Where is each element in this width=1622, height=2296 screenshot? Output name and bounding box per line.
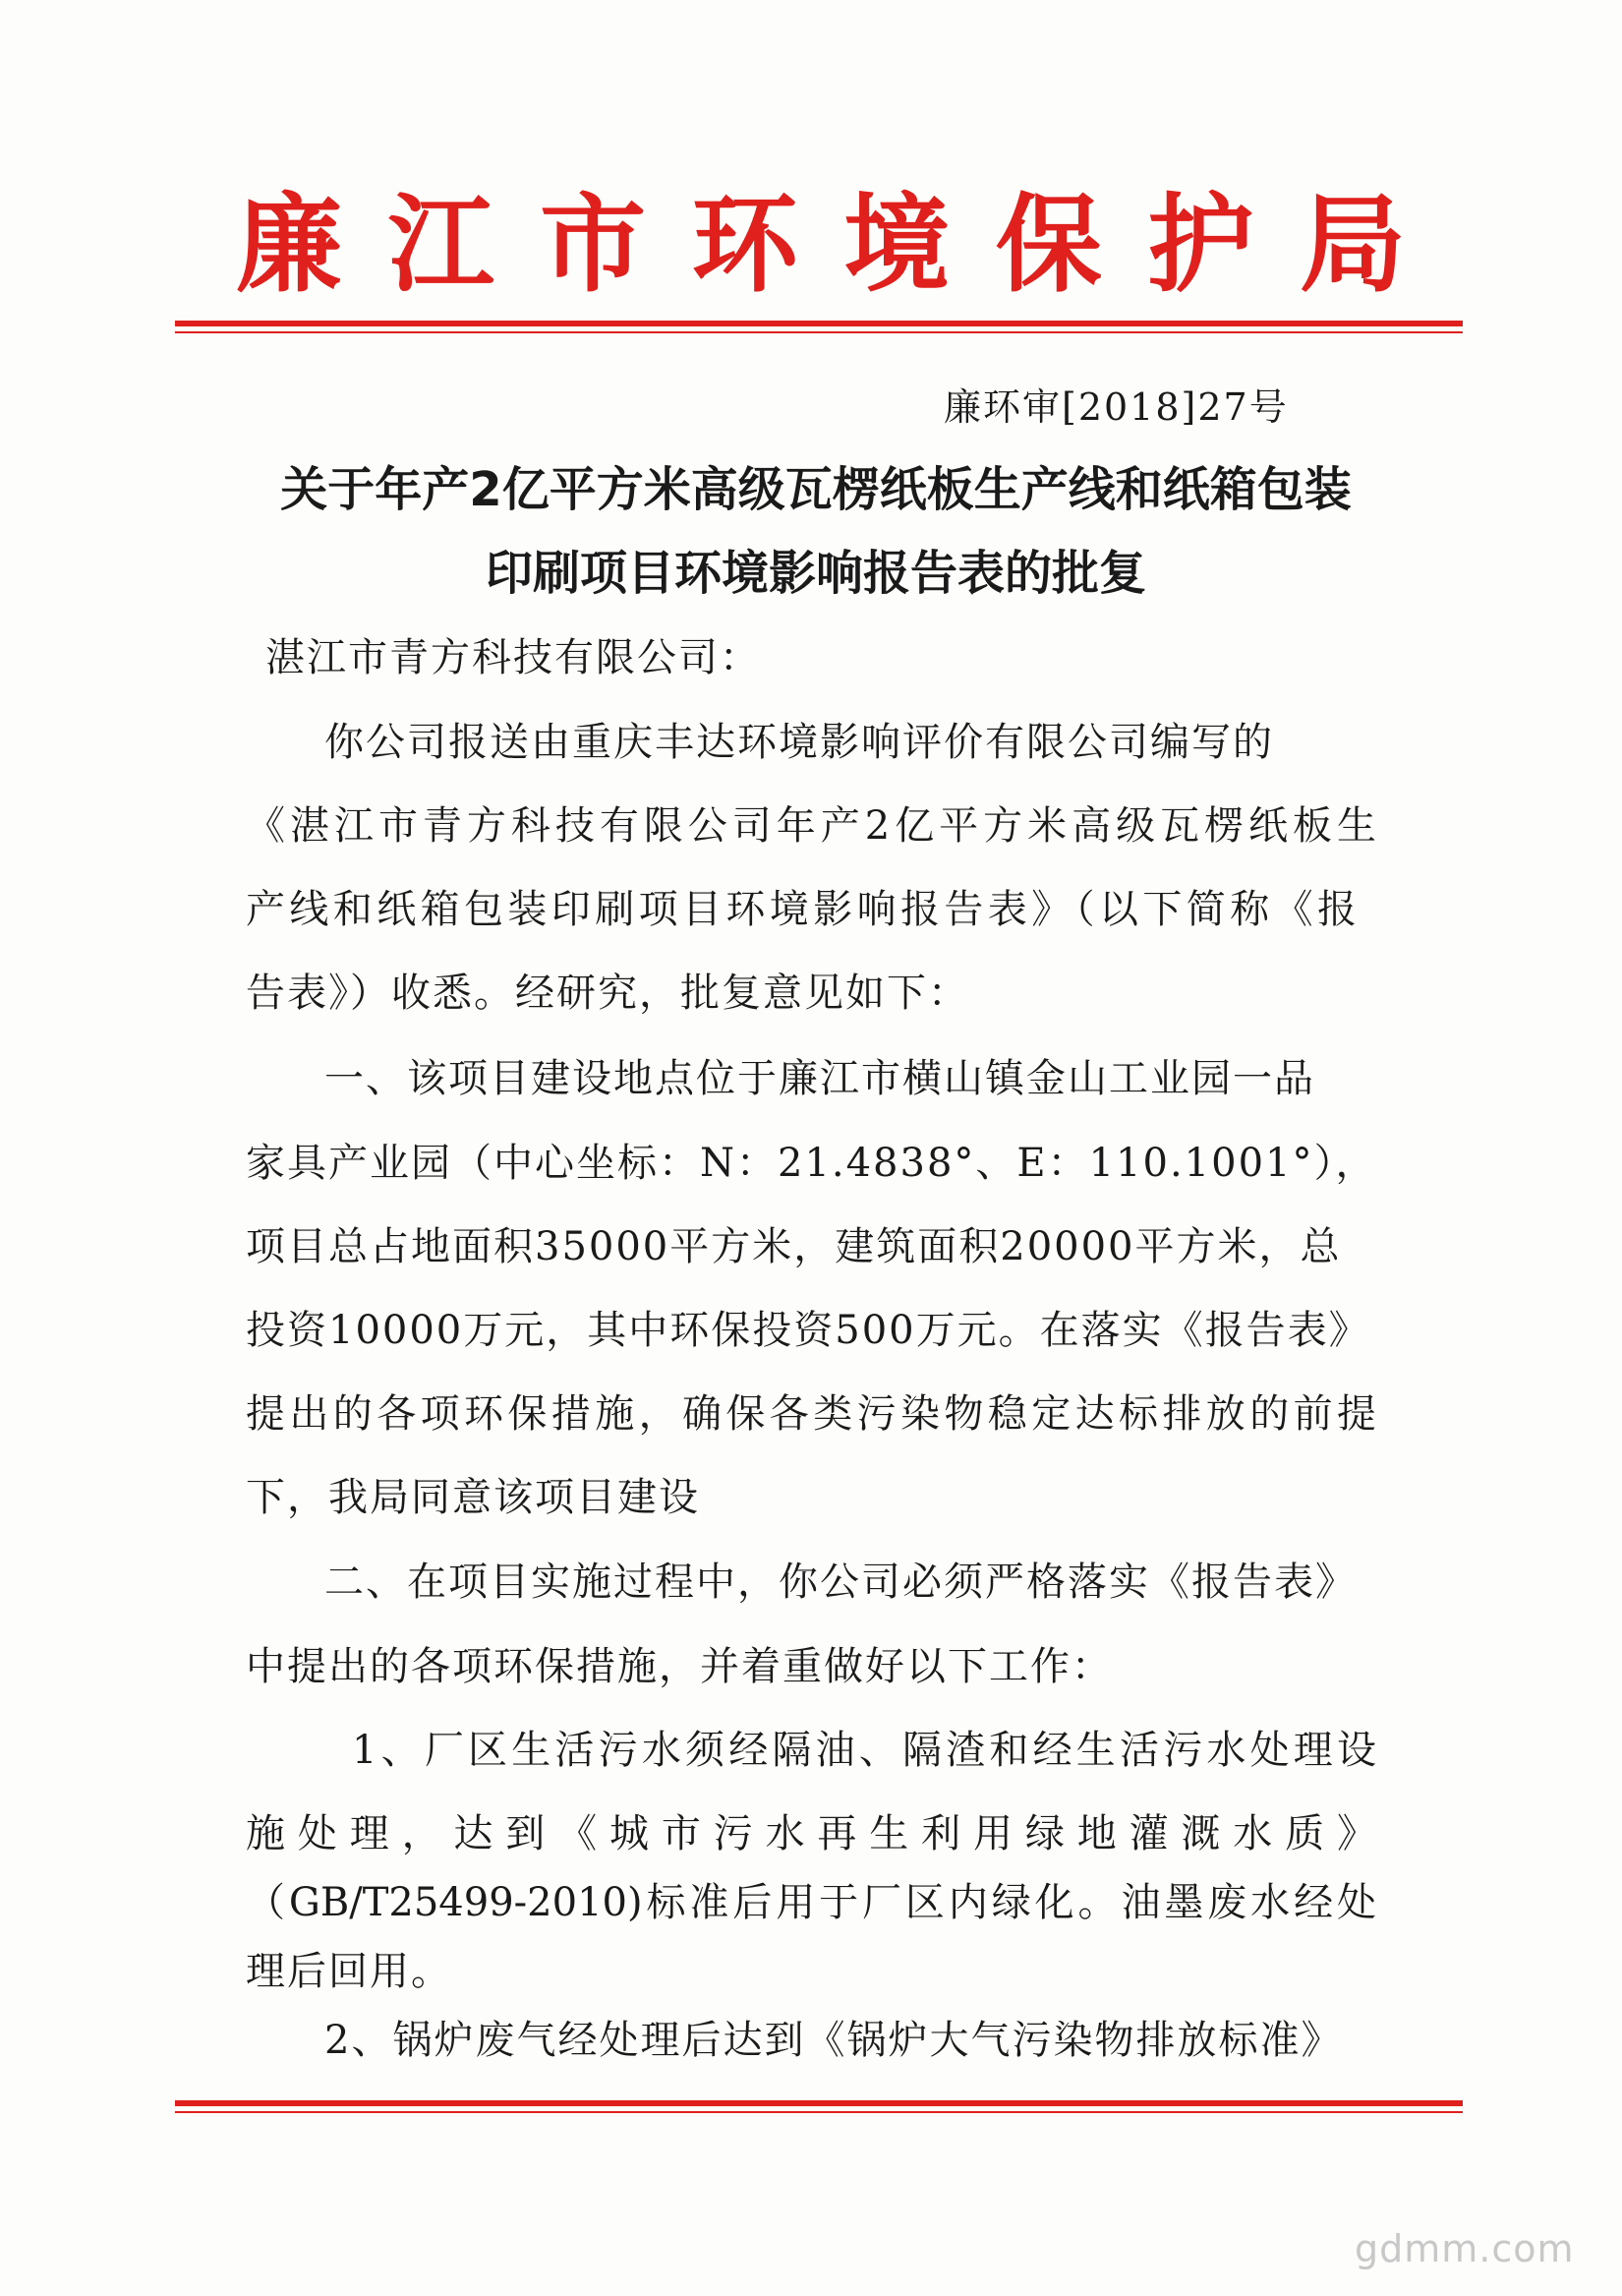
masthead-char: 江 (387, 184, 494, 307)
document-title-line-2: 印刷项目环境影响报告表的批复 (485, 546, 1146, 601)
body-line: 2、锅炉废气经处理后达到《锅炉大气污染物排放标准》 (324, 2018, 1343, 2063)
body-line: 家具产业园（中心坐标：N：21.4838°、E：110.1001°）， (246, 1141, 1377, 1186)
masthead-char: 环 (691, 184, 798, 307)
header-rule-thick (175, 321, 1463, 326)
masthead-char: 市 (540, 184, 647, 307)
body-line: 中提出的各项环保措施，并着重做好以下工作： (246, 1644, 1113, 1689)
body-line: 下，我局同意该项目建设 (246, 1475, 700, 1520)
header-rule-thin (175, 331, 1463, 333)
masthead-char: 廉 (236, 184, 343, 307)
body-line: 产线和纸箱包装印刷项目环境影响报告表》（以下简称《报 (246, 887, 1357, 932)
footer-rule-thin (175, 2111, 1463, 2113)
document-title-line-1: 关于年产2亿平方米高级瓦楞纸板生产线和纸箱包装 (280, 462, 1352, 517)
body-line: 项目总占地面积35000平方米，建筑面积20000平方米，总 (246, 1224, 1342, 1269)
body-line: 二、在项目实施过程中，你公司必须严格落实《报告表》 (324, 1560, 1357, 1605)
body-line: 施处理，达到《城市污水再生利用绿地灌溉水质》 (246, 1811, 1376, 1856)
body-line: （GB/T25499-2010)标准后用于厂区内绿化。油墨废水经处 (246, 1880, 1376, 1925)
masthead-char: 护 (1147, 184, 1254, 307)
masthead-char: 局 (1299, 184, 1406, 307)
body-line: 1、厂区生活污水须经隔油、隔渣和经生活污水处理设 (352, 1728, 1376, 1773)
footer-rule-thick (175, 2100, 1463, 2106)
document-number: 廉环审[2018]27号 (944, 385, 1289, 429)
issuer-masthead (236, 182, 1406, 310)
body-line: 告表》）收悉。经研究，批复意见如下： (246, 971, 969, 1016)
site-watermark: gdmm.com (1355, 2227, 1575, 2270)
salutation: 湛江市青方科技有限公司： (265, 635, 761, 680)
masthead-char: 保 (995, 184, 1102, 307)
body-line: 投资10000万元，其中环保投资500万元。在落实《报告表》 (246, 1308, 1370, 1353)
body-line: 你公司报送由重庆丰达环境影响评价有限公司编写的 (324, 720, 1274, 765)
body-line: 《湛江市青方科技有限公司年产2亿平方米高级瓦楞纸板生 (246, 803, 1376, 849)
body-line: 理后回用。 (246, 1949, 452, 1994)
masthead-char: 境 (843, 184, 951, 307)
body-line: 提出的各项环保措施，确保各类污染物稳定达标排放的前提 (246, 1391, 1376, 1437)
body-line: 一、该项目建设地点位于廉江市横山镇金山工业园一品 (324, 1056, 1315, 1101)
